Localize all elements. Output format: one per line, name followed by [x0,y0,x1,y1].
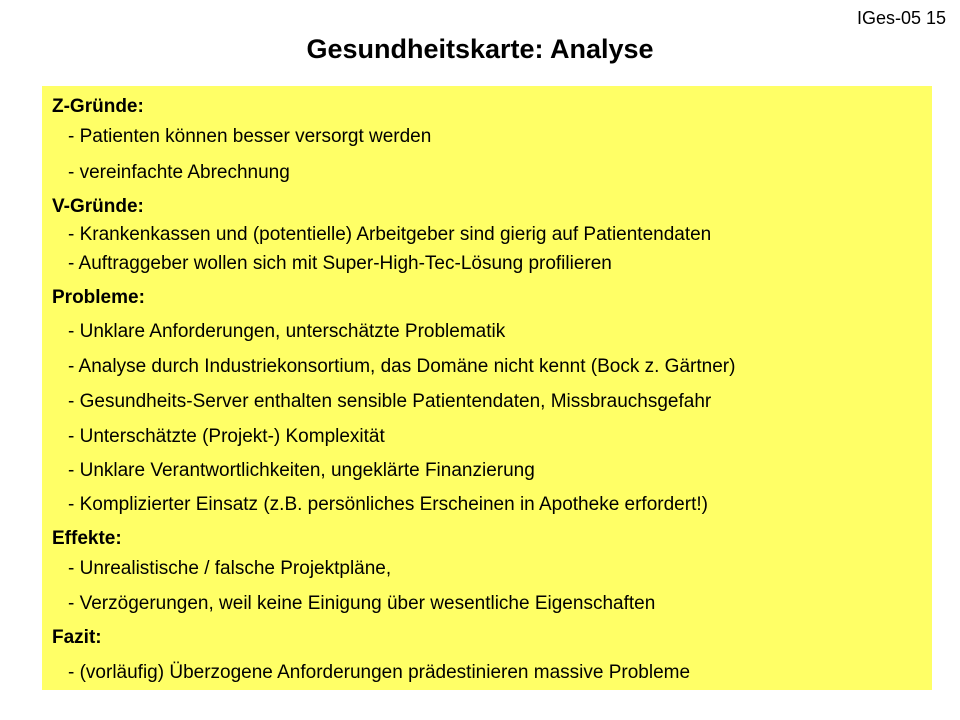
list-item: - Unrealistische / falsche Projektpläne, [68,558,392,579]
list-item: - Komplizierter Einsatz (z.B. persönliches Erscheinen in Apotheke erfordert!) [68,494,708,515]
list-item: - (vorläufig) Überzogene Anforderungen prädestinieren massive Probleme [68,662,691,683]
slide-title: Gesundheitskarte: Analyse [306,34,654,64]
list-item: - Unterschätzte (Projekt-) Komplexität [68,426,385,447]
section-heading: Fazit: [52,627,102,648]
list-item: - Unklare Verantwortlichkeiten, ungeklärte Finanzierung [68,460,535,481]
content-panel [42,86,932,690]
list-item: - Krankenkassen und (potentielle) Arbeitgeber sind gierig auf Patientendaten [68,224,712,245]
list-item: - Verzögerungen, weil keine Einigung über wesentliche Eigenschaften [68,593,656,614]
list-item: - Patienten können besser versorgt werden [68,126,432,147]
list-item: - vereinfachte Abrechnung [68,162,290,183]
section-heading: Probleme: [52,287,145,308]
section-heading: Z-Gründe: [52,96,144,117]
list-item: - Unklare Anforderungen, unterschätzte Problematik [68,321,506,342]
list-item: - Analyse durch Industriekonsortium, das Domäne nicht kennt (Bock z. Gärtner) [68,356,736,377]
list-item: - Auftraggeber wollen sich mit Super-High-Tec-Lösung profilieren [68,253,612,274]
list-item: - Gesundheits-Server enthalten sensible Patientendaten, Missbrauchsgefahr [68,391,712,412]
section-heading: V-Gründe: [52,196,144,217]
slide-number: IGes-05 15 [856,8,946,28]
section-heading: Effekte: [52,528,122,549]
